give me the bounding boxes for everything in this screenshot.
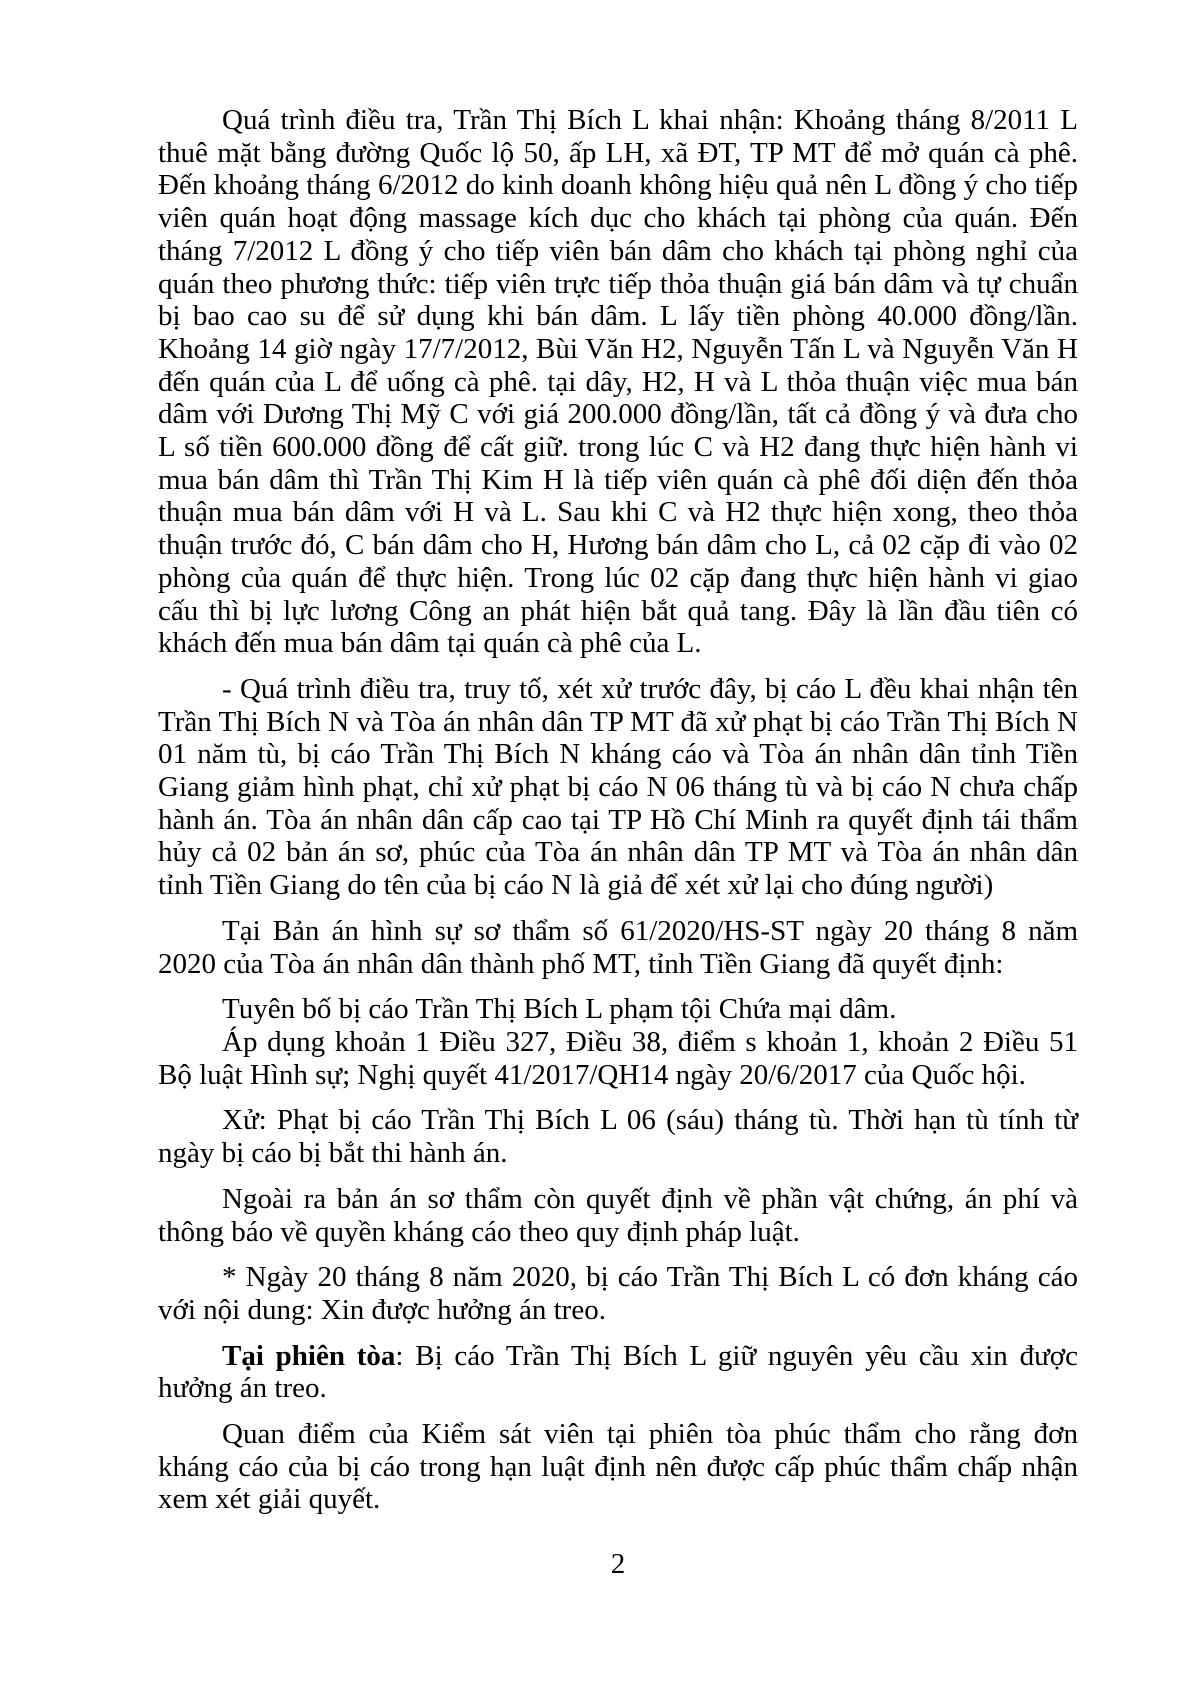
paragraph-at-trial	[158, 1340, 1078, 1405]
paragraph-other-decisions: Ngoài ra bản án sơ thẩm còn quyết định về phần vật chứng, án phí và thông báo về quyền kháng cáo theo quy định pháp luật.	[158, 1182, 1078, 1248]
paragraph-sentence: Xử: Phạt bị cáo Trần Thị Bích L 06 (sáu) tháng tù. Thời hạn tù tính từ ngày bị cáo bị bắt thi hành án.	[158, 1104, 1078, 1170]
paragraph-prior-proceedings: - Quá trình điều tra, truy tố, xét xử trước đây, bị cáo L đều khai nhận tên Trần Thị Bích N và Tòa án nhân dân TP MT đã xử phạt bị cáo Trần Thị Bích N 01 năm tù, bị cáo Trần Thị Bích N kháng cáo và Tòa án nhân dân tỉnh Tiền Giang giảm hình phạt, chỉ xử phạt bị cáo N 06 tháng tù và bị cáo N chưa chấp hành án. Tòa án nhân dân cấp cao tại TP Hồ Chí Minh ra quyết định tái thẩm hủy cả 02 bản án sơ, phúc của Tòa án nhân dân TP MT và Tòa án nhân dân tỉnh Tiền Giang do tên của bị cáo N là giả để xét xử lại cho đúng người)	[158, 672, 1078, 902]
at-trial-text: : Bị cáo Trần Thị Bích L giữ nguyên yêu cầu xin được hưởng án treo.	[158, 1339, 1078, 1405]
paragraph-appeal-filing: * Ngày 20 tháng 8 năm 2020, bị cáo Trần Thị Bích L có đơn kháng cáo với nội dung: Xin được hưởng án treo.	[158, 1261, 1078, 1326]
paragraph-applied-articles: Áp dụng khoản 1 Điều 327, Điều 38, điểm s khoản 1, khoản 2 Điều 51 Bộ luật Hình sự; Nghị quyết 41/2017/QH14 ngày 20/6/2017 của Quốc hội.	[158, 1025, 1078, 1091]
paragraph-first-instance-judgment: Tại Bản án hình sự sơ thẩm số 61/2020/HS-ST ngày 20 tháng 8 năm 2020 của Tòa án nhân dân thành phố MT, tỉnh Tiền Giang đã quyết định:	[158, 914, 1078, 980]
paragraph-verdict-declaration: Tuyên bố bị cáo Trần Thị Bích L phạm tội Chứa mại dâm.	[222, 993, 897, 1026]
document-body	[158, 104, 1078, 1529]
paragraph-investigation-facts: Quá trình điều tra, Trần Thị Bích L khai nhận: Khoảng tháng 8/2011 L thuê mặt bằng đường Quốc lộ 50, ấp LH, xã ĐT, TP MT để mở quán cà phê. Đến khoảng tháng 6/2012 do kinh doanh không hiệu quả nên L đồng ý cho tiếp viên quán hoạt động massage kích dục cho khách tại phòng của quán. Đến tháng 7/2012 L đồng ý cho tiếp viên bán dâm cho khách tại phòng nghỉ của quán theo phương thức: tiếp viên trực tiếp thỏa thuận giá bán dâm và tự chuẩn bị bao cao su để sử dụng khi bán dâm. L lấy tiền phòng 40.000 đồng/lần. Khoảng 14 giờ ngày 17/7/2012, Bùi Văn H2, Nguyễn Tấn L và Nguyễn Văn H đến quán của L để uống cà phê. tại dây, H2, H và L thỏa thuận việc mua bán dâm với Dương Thị Mỹ C với giá 200.000 đồng/lần, tất cả đồng ý và đưa cho L số tiền 600.000 đồng để cất giữ. trong lúc C và H2 đang thực hiện hành vi mua bán dâm thì Trần Thị Kim H là tiếp viên quán cà phê đối diện đến thỏa thuận mua bán dâm với H và L. Sau khi C và H2 thực hiện xong, theo thỏa thuận trước đó, C bán dâm cho H, Hương bán dâm cho L, cả 02 cặp đi vào 02 phòng của quán để thực hiện. Trong lúc 02 cặp đang thực hiện hành vi giao cấu thì bị lực lương Công an phát hiện bắt quả tang. Đây là lần đầu tiên có khách đến mua bán dâm tại quán cà phê của L.	[158, 104, 1078, 660]
at-trial-bold-lead: Tại phiên tòa	[222, 1339, 396, 1372]
paragraph-prosecutor-opinion: Quan điểm của Kiểm sát viên tại phiên tòa phúc thẩm cho rằng đơn kháng cáo của bị cáo trong hạn luật định nên được cấp phúc thẩm chấp nhận xem xét giải quyết.	[158, 1418, 1078, 1516]
page-number: 2	[610, 1548, 626, 1580]
